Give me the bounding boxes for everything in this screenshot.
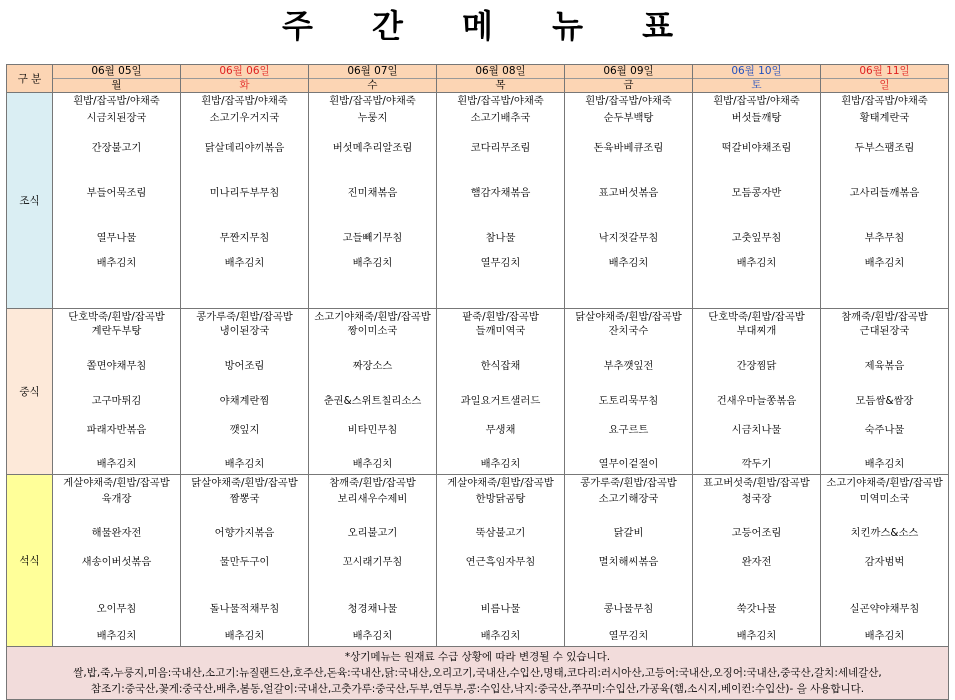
menu-item: 시금치나물 (731, 424, 782, 436)
menu-item: 흰밥/잡곡밥/야채죽 (713, 95, 800, 107)
menu-item: 요구르트 (608, 424, 649, 436)
menu-item: 고들빼기무침 (342, 232, 403, 244)
menu-item: 닭갈비 (613, 527, 644, 539)
menu-item: 감자범벅 (864, 556, 905, 568)
menu-item: 비름나물 (480, 603, 521, 615)
dinner-menu-cell (693, 475, 821, 647)
dinner-menu-cell (437, 475, 565, 647)
notice (7, 647, 949, 700)
menu-item: 냉이된장국 (219, 325, 270, 337)
weekly-menu-table (6, 64, 949, 700)
dinner-menu-cell (53, 475, 181, 647)
lunch-menu-cell (181, 309, 309, 475)
dinner-label: 석식 (7, 475, 53, 647)
menu-item: 배추김치 (224, 630, 265, 642)
menu-item: 해물완자전 (91, 527, 142, 539)
menu-item: 춘권&스위트칠리소스 (323, 395, 422, 407)
menu-item: 부추깻잎전 (603, 360, 654, 372)
lunch-menu-cell (437, 309, 565, 475)
menu-item: 꼬시래기무침 (342, 556, 403, 568)
date-header: 06월 05일 (53, 65, 181, 79)
menu-item: 참나물 (485, 232, 516, 244)
menu-item: 무짠지무침 (219, 232, 270, 244)
menu-item: 실곤약야채무침 (849, 603, 920, 615)
date-header: 06월 06일 (181, 65, 309, 79)
menu-item: 콩가루죽/흰밥/잡곡밥 (196, 311, 293, 323)
menu-item: 표고버섯죽/흰밥/잡곡밥 (703, 477, 810, 489)
menu-item: 게살야채죽/흰밥/잡곡밥 (63, 477, 170, 489)
day-header: 일 (821, 79, 949, 93)
menu-item: 고등어조림 (731, 527, 782, 539)
menu-item: 오이무침 (96, 603, 137, 615)
menu-item: 단호박죽/흰밥/잡곡밥 (68, 311, 165, 323)
menu-item: 배추김치 (352, 257, 393, 269)
menu-item: 배추김치 (736, 257, 777, 269)
menu-item: 도토리묵무침 (598, 395, 659, 407)
menu-item: 들깨미역국 (475, 325, 526, 337)
date-header: 06월 08일 (437, 65, 565, 79)
menu-item: 깻잎지 (229, 424, 260, 436)
menu-item: 파래자반볶음 (86, 424, 147, 436)
menu-item: 고사리들깨볶음 (849, 187, 920, 199)
breakfast-menu-cell (821, 93, 949, 309)
menu-item: 닭살야채죽/흰밥/잡곡밥 (191, 477, 298, 489)
menu-item: 물만두구이 (219, 556, 270, 568)
menu-item: 보리새우수제비 (337, 493, 408, 505)
menu-item: 배추김치 (864, 257, 905, 269)
menu-item: 짱이미소국 (347, 325, 398, 337)
menu-item: 짜장소스 (352, 360, 393, 372)
breakfast-menu-cell (693, 93, 821, 309)
menu-item: 배추김치 (96, 257, 137, 269)
menu-item: 소고기야채죽/흰밥/잡곡밥 (314, 311, 431, 323)
menu-item: 소고기우거지국 (209, 112, 280, 124)
menu-item: 배추김치 (736, 630, 777, 642)
menu-item: 청경채나물 (347, 603, 398, 615)
menu-item: 닭살야채죽/흰밥/잡곡밥 (575, 311, 682, 323)
date-header: 06월 09일 (565, 65, 693, 79)
menu-item: 청국장 (741, 493, 772, 505)
menu-item: 열무김치 (480, 257, 521, 269)
date-header: 06월 07일 (309, 65, 437, 79)
menu-item: 배추김치 (352, 458, 393, 470)
menu-item: 배추김치 (224, 458, 265, 470)
menu-item: 열무이겉절이 (598, 458, 659, 470)
menu-item: 게살야채죽/흰밥/잡곡밥 (447, 477, 554, 489)
menu-item: 새송이버섯볶음 (81, 556, 152, 568)
menu-item: 부들어묵조림 (86, 187, 147, 199)
menu-item: 흰밥/잡곡밥/야채죽 (73, 95, 160, 107)
menu-item: 콩가루죽/흰밥/잡곡밥 (580, 477, 677, 489)
menu-item: 흰밥/잡곡밥/야채죽 (201, 95, 288, 107)
menu-item: 소고기야채죽/흰밥/잡곡밥 (826, 477, 943, 489)
menu-item: 돌나물적채무침 (209, 603, 280, 615)
lunch-menu-cell (693, 309, 821, 475)
menu-item: 순두부백탕 (603, 112, 654, 124)
menu-item: 한식잡채 (480, 360, 521, 372)
menu-item: 뚝삼불고기 (475, 527, 526, 539)
menu-item: 육개장 (101, 493, 132, 505)
dinner-menu-cell (565, 475, 693, 647)
date-header: 06월 10일 (693, 65, 821, 79)
day-header: 금 (565, 79, 693, 93)
menu-item: 소고기배추국 (470, 112, 531, 124)
page-title: 주 간 메 뉴 표 (281, 7, 674, 45)
menu-item: 쑥갓나물 (736, 603, 777, 615)
lunch-menu-cell (309, 309, 437, 475)
gubun-header: 구 분 (7, 65, 53, 93)
menu-item: 숙주나물 (864, 424, 905, 436)
notice-line2: 쌀,밥,죽,누룽지,미음:국내산,소고기:뉴질랜드산,호주산,돈육:국내산,닭:국내산,오리고기,국내산,수입산,명태,코다리:러시아산,고등어:국내산,오징어:국내산,중국산,갈치:세네갈산, (73, 667, 882, 679)
menu-item: 부대찌개 (736, 325, 777, 337)
day-header: 토 (693, 79, 821, 93)
menu-item: 고구마튀김 (91, 395, 142, 407)
menu-item: 무생채 (485, 424, 516, 436)
menu-item: 제육볶음 (864, 360, 905, 372)
menu-item: 야채계란찜 (219, 395, 270, 407)
menu-item: 햄감자채볶음 (470, 187, 531, 199)
menu-item: 표고버섯볶음 (598, 187, 659, 199)
menu-item: 두부스팸조림 (854, 142, 915, 154)
menu-item: 간장찜닭 (736, 360, 777, 372)
menu-item: 버섯메추리알조림 (332, 142, 413, 154)
menu-item: 참깨죽/흰밥/잡곡밥 (329, 477, 416, 489)
day-header: 목 (437, 79, 565, 93)
lunch-menu-cell (53, 309, 181, 475)
menu-item: 완자전 (741, 556, 772, 568)
menu-item: 콩나물무침 (603, 603, 654, 615)
breakfast-menu-cell (181, 93, 309, 309)
menu-item: 코다리무조림 (470, 142, 531, 154)
menu-item: 건새우마늘쫑볶음 (716, 395, 797, 407)
menu-item: 잔치국수 (608, 325, 649, 337)
menu-item: 흰밥/잡곡밥/야채죽 (457, 95, 544, 107)
menu-item: 흰밥/잡곡밥/야채죽 (585, 95, 672, 107)
menu-item: 부추무침 (864, 232, 905, 244)
date-header: 06월 11일 (821, 65, 949, 79)
menu-item: 누룽지 (357, 112, 388, 124)
breakfast-menu-cell (309, 93, 437, 309)
menu-item: 팥죽/흰밥/잡곡밥 (462, 311, 539, 323)
menu-item: 모듬콩자반 (731, 187, 782, 199)
menu-item: 참깨죽/흰밥/잡곡밥 (841, 311, 928, 323)
breakfast-menu-cell (53, 93, 181, 309)
dinner-menu-cell (181, 475, 309, 647)
menu-item: 한방닭곰탕 (475, 493, 526, 505)
menu-item: 배추김치 (608, 257, 649, 269)
notice-line3: 참조기:중국산,꽃게:중국산,배추,봄동,얼갈이:국내산,고춧가루:중국산,두부,연두부,콩:수입산,낙지:중국산,쭈꾸미:수입산,가공육(햄,소시지,베이컨:수입산)- 을 사용합니다. (90, 683, 865, 695)
menu-item: 흰밥/잡곡밥/야채죽 (329, 95, 416, 107)
menu-item: 배추김치 (96, 630, 137, 642)
lunch-menu-cell (565, 309, 693, 475)
menu-item: 근대된장국 (859, 325, 910, 337)
menu-item: 미나리두부무침 (209, 187, 280, 199)
day-header: 수 (309, 79, 437, 93)
menu-item: 깍두기 (741, 458, 772, 470)
menu-item: 시금치된장국 (86, 112, 147, 124)
menu-item: 미역미소국 (859, 493, 910, 505)
menu-item: 어향가지볶음 (214, 527, 275, 539)
menu-item: 배추김치 (864, 458, 905, 470)
menu-item: 멸치해씨볶음 (598, 556, 659, 568)
menu-item: 고춧잎무침 (731, 232, 782, 244)
menu-item: 흰밥/잡곡밥/야채죽 (841, 95, 928, 107)
menu-item: 열무김치 (608, 630, 649, 642)
menu-item: 연근흑임자무침 (465, 556, 536, 568)
notice-line1: *상기메뉴는 원재료 수급 상황에 따라 변경될 수 있습니다. (344, 651, 611, 663)
menu-item: 진미채볶음 (347, 187, 398, 199)
menu-item: 떡갈비야채조림 (721, 142, 792, 154)
menu-item: 계란두부탕 (91, 325, 142, 337)
menu-item: 짬뽕국 (229, 493, 260, 505)
menu-item: 배추김치 (480, 458, 521, 470)
menu-item: 간장불고기 (91, 142, 142, 154)
menu-item: 오리불고기 (347, 527, 398, 539)
lunch-label: 중식 (7, 309, 53, 475)
menu-item: 닭살데리야끼볶음 (204, 142, 285, 154)
breakfast-menu-cell (565, 93, 693, 309)
menu-item: 황태계란국 (859, 112, 910, 124)
menu-item: 배추김치 (352, 630, 393, 642)
dinner-menu-cell (821, 475, 949, 647)
menu-item: 비타민무침 (347, 424, 398, 436)
menu-item: 단호박죽/흰밥/잡곡밥 (708, 311, 805, 323)
day-header: 화 (181, 79, 309, 93)
menu-item: 과일요거트샐러드 (460, 395, 541, 407)
menu-item: 열무나물 (96, 232, 137, 244)
menu-item: 낙지젓갈무침 (598, 232, 659, 244)
menu-item: 소고기해장국 (598, 493, 659, 505)
menu-item: 배추김치 (864, 630, 905, 642)
menu-item: 버섯들깨탕 (731, 112, 782, 124)
dinner-menu-cell (309, 475, 437, 647)
menu-item: 돈육바베큐조림 (593, 142, 664, 154)
menu-item: 방어조림 (224, 360, 265, 372)
day-header: 월 (53, 79, 181, 93)
menu-item: 배추김치 (96, 458, 137, 470)
lunch-menu-cell (821, 309, 949, 475)
menu-item: 배추김치 (480, 630, 521, 642)
breakfast-label: 조식 (7, 93, 53, 309)
menu-item: 치킨까스&소스 (850, 527, 919, 539)
breakfast-menu-cell (437, 93, 565, 309)
menu-item: 쫄면야채무침 (86, 360, 147, 372)
menu-item: 모듬쌈&쌈장 (855, 395, 914, 407)
menu-item: 배추김치 (224, 257, 265, 269)
